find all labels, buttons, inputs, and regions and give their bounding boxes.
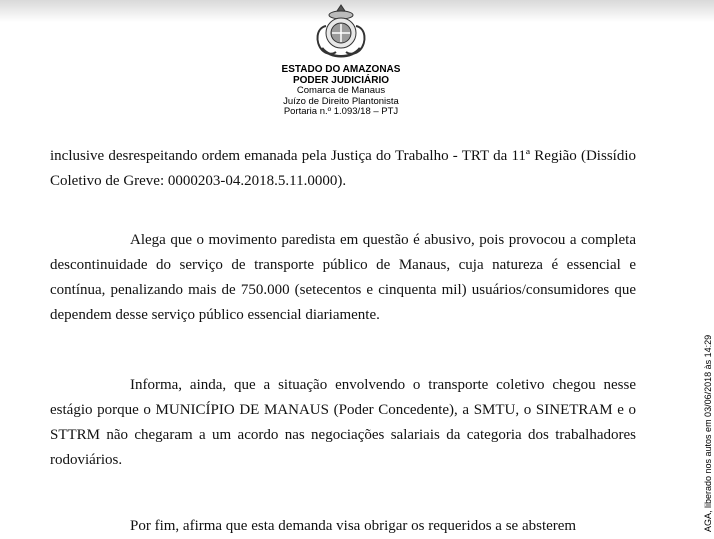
side-release-stamp: AGA, liberado nos autos em 03/06/2018 às 14:29 <box>703 334 713 532</box>
paragraph-4: Por fim, afirma que esta demanda visa obrigar os requeridos a se absterem <box>130 518 577 534</box>
ordinance-line: Portaria n.º 1.093/18 – PTJ <box>283 106 399 117</box>
comarca-line: Comarca de Manaus <box>296 85 386 96</box>
paragraph-3: Informa, ainda, que a situação envolvendo o transporte coletivo chegou nesse estágio porque o MUNICÍPIO DE MANAUS (Poder Concedente), a SMTU, o SINETRAM e o STTRM não chegaram a um acordo nas negociações salariais da categoria dos trabalhadores rodoviários. <box>50 377 636 468</box>
paragraph-2: Alega que o movimento paredista em questão é abusivo, pois provocou a completa descontinuidade do serviço de transporte público de Manaus, cuja natureza é essencial e contínua, penalizando mais de 750.000 (setecentos e cinquenta mil) usuários/consumidores que dependem desse serviço público essencial diariamente. <box>50 232 636 323</box>
state-name: ESTADO DO AMAZONAS <box>281 64 401 75</box>
paragraph-1: inclusive desrespeitando ordem emanada pela Justiça do Trabalho - TRT da 11ª Região (Dissídio Coletivo de Greve: 0000203-04.2018.5.11.0000). <box>50 148 636 189</box>
court-header <box>238 64 444 118</box>
amazonas-coat-of-arms-emblem <box>310 2 372 62</box>
judiciary-power: PODER JUDICIÁRIO <box>292 75 390 86</box>
court-line: Juízo de Direito Plantonista <box>283 95 399 107</box>
